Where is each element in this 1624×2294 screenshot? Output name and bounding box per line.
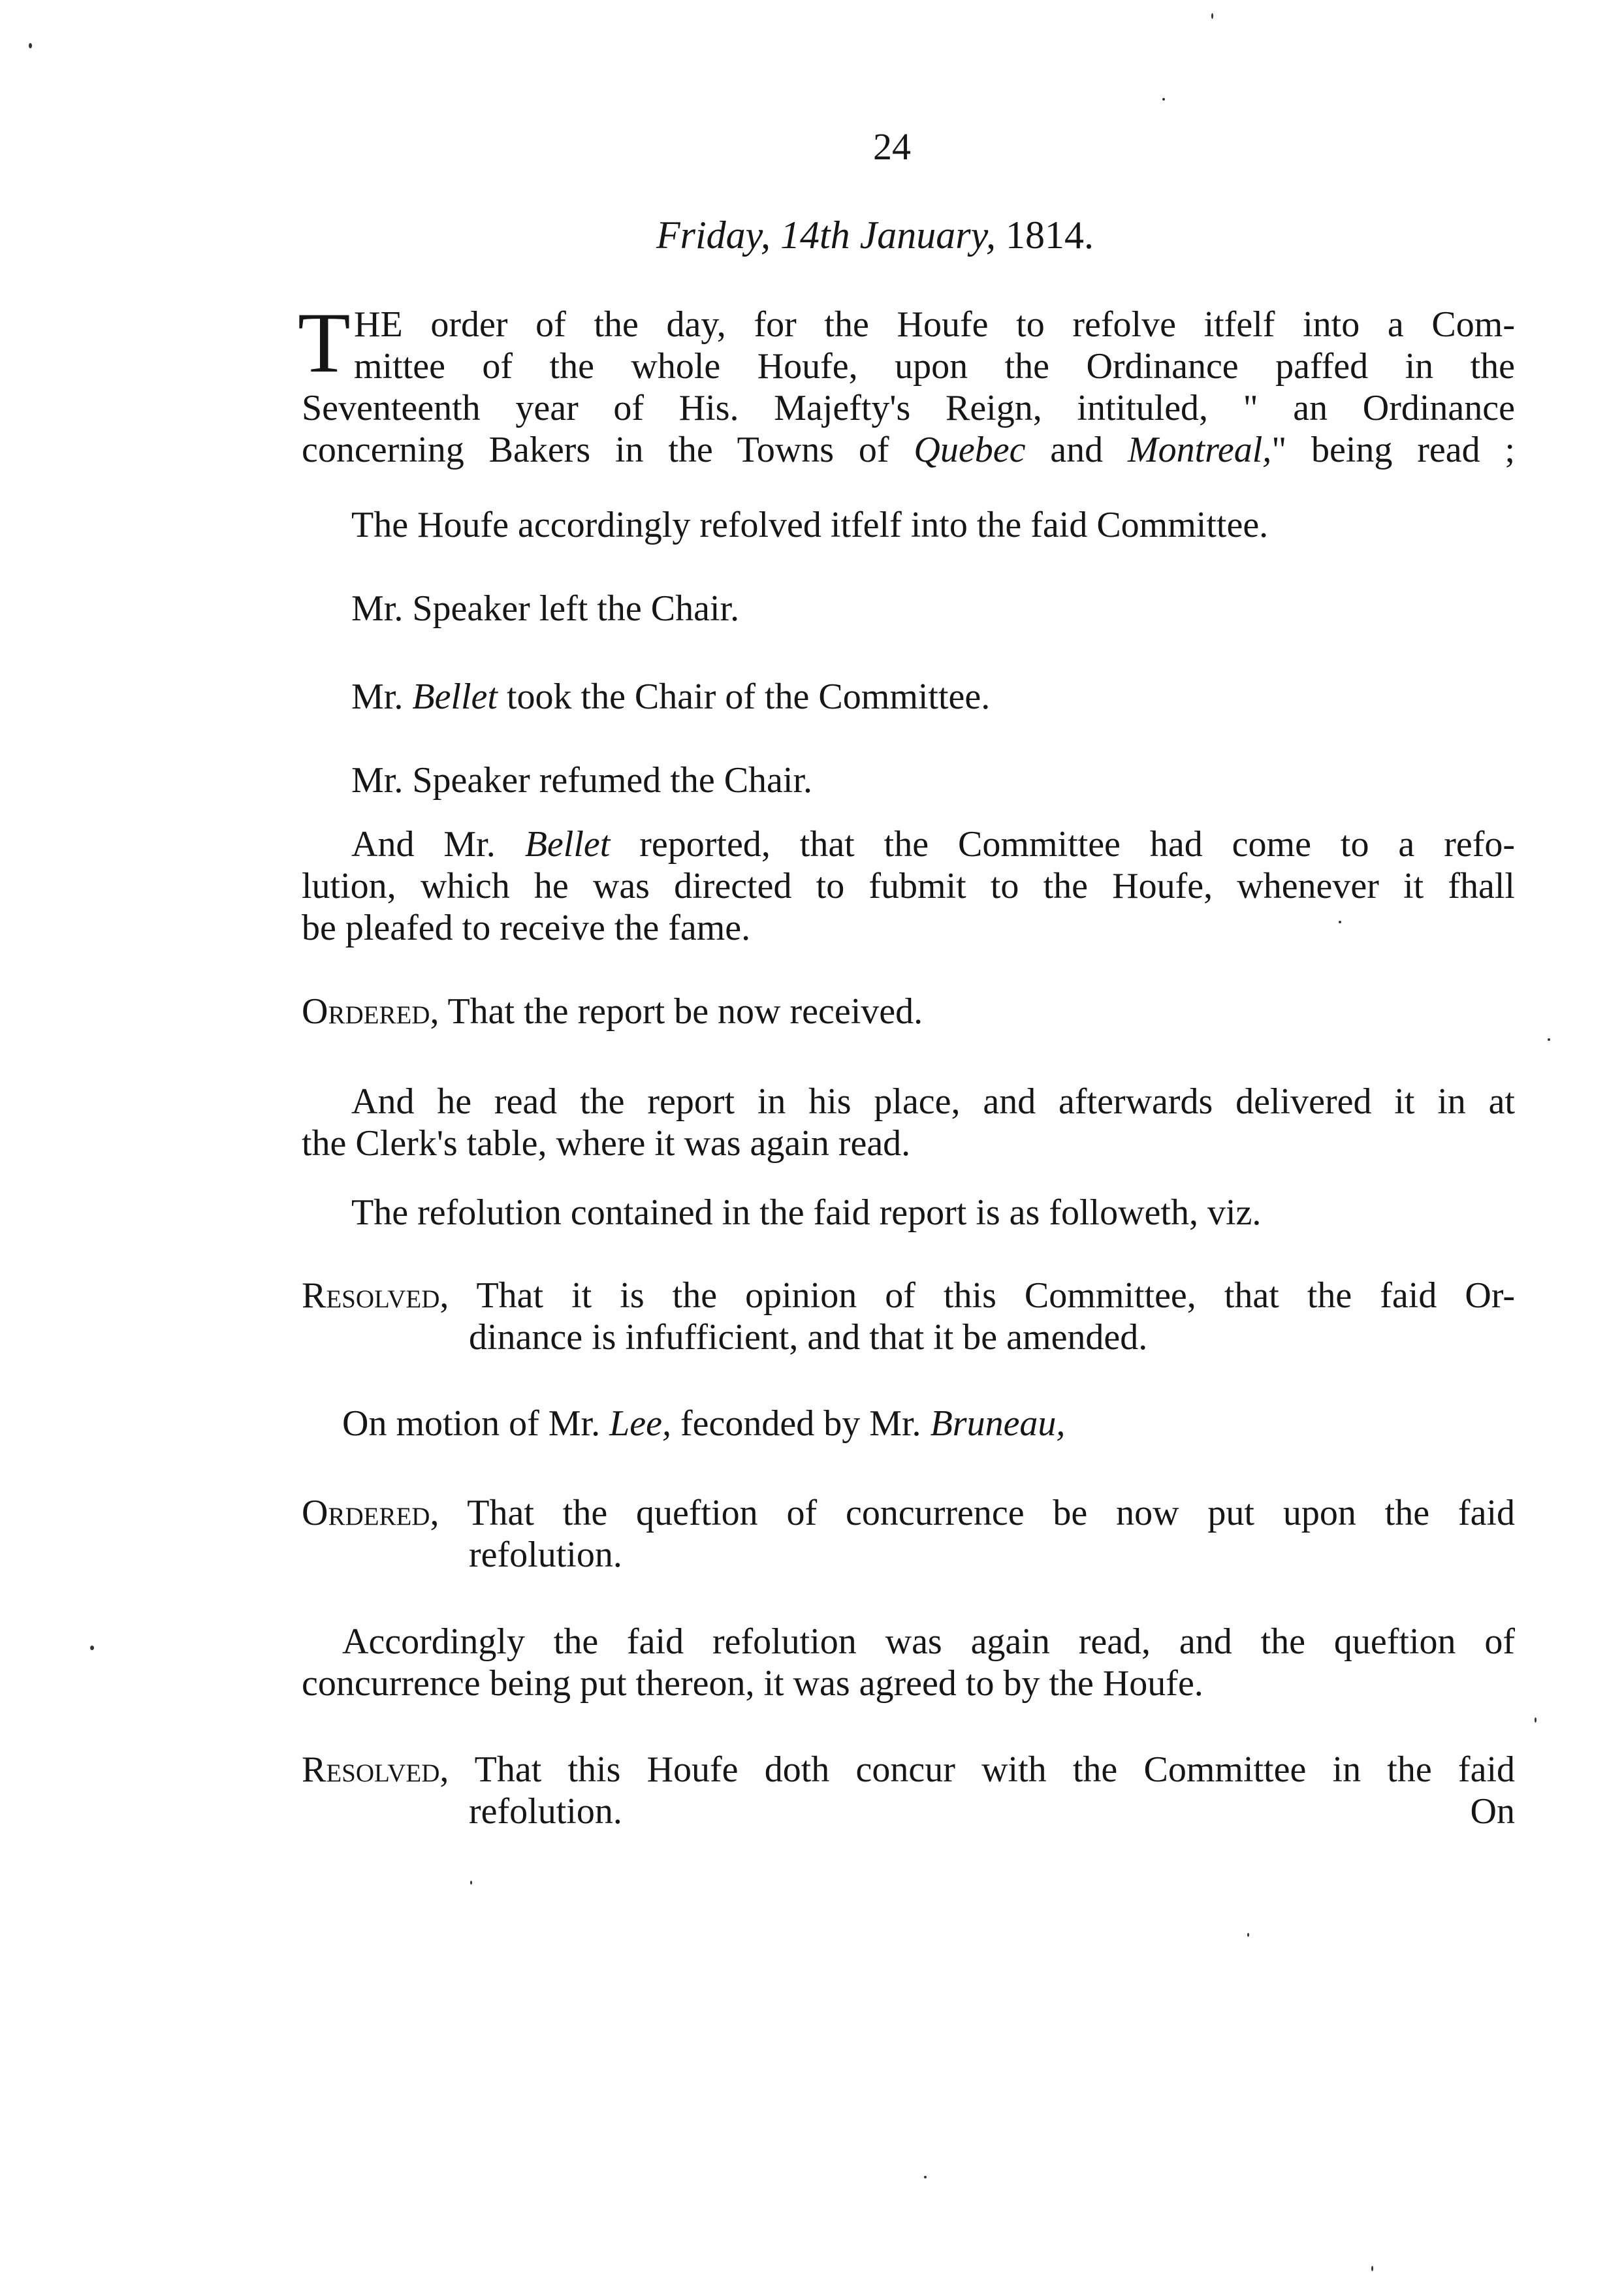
resolved-1-line-1: Resolved, That it is the opinion of this Committee, that the faid Or- <box>302 1275 1515 1316</box>
member-bellet: Bellet <box>524 824 611 865</box>
bellet-chair-paragraph: Mr. Bellet took the Chair of the Committee. <box>351 677 991 717</box>
ordered-label: Ordered, <box>302 991 439 1032</box>
opening-line-2: mittee of the whole Houfe, upon the Ordinance paffed in the <box>354 346 1515 387</box>
member-bruneau: Bruneau, <box>930 1403 1066 1444</box>
speaker-resumed-paragraph: Mr. Speaker refumed the Chair. <box>351 760 813 801</box>
read-line-2: the Clerk's table, where it was again read. <box>302 1123 911 1164</box>
ink-speck <box>1371 2266 1373 2271</box>
drop-cap: T <box>298 295 351 390</box>
resolved-1-line-2: dinance is infufficient, and that it be amended. <box>469 1317 1148 1358</box>
ink-speck <box>470 1881 472 1885</box>
report-line-3: be pleafed to receive the fame. <box>302 908 751 948</box>
ink-speck <box>1247 1933 1249 1937</box>
ink-speck <box>1211 13 1213 19</box>
motion-paragraph: On motion of Mr. Lee, feconded by Mr. Bruneau, <box>342 1403 1066 1444</box>
report-line-1: And Mr. Bellet reported, that the Committee had come to a refo- <box>351 824 1515 865</box>
place-quebec: Quebec <box>914 430 1026 470</box>
member-lee: Lee, <box>609 1403 671 1444</box>
report-line-2: lution, which he was directed to fubmit to the Houfe, whenever it fhall <box>302 866 1515 906</box>
ordered-paragraph-2 <box>302 1492 1515 1576</box>
resolved-paragraph-2 <box>302 1749 1515 1832</box>
read-report-paragraph <box>302 1081 1515 1164</box>
resolved-2-line-2: refolution. <box>469 1791 622 1832</box>
ink-speck <box>1162 98 1165 101</box>
read-line-1: And he read the report in his place, and afterwards delivered it in at <box>351 1081 1515 1122</box>
accordingly-line-1: Accordingly the faid refolution was again read, and the queftion of <box>342 1621 1515 1662</box>
ordered-2-line-1: Ordered, That the queftion of concurrence be now put upon the faid <box>302 1493 1515 1533</box>
date-year: 1814. <box>1005 214 1094 257</box>
accordingly-line-2: concurrence being put thereon, it was agreed to by the Houfe. <box>302 1663 1203 1704</box>
resolved-label: Resolved, <box>302 1749 449 1790</box>
page-number: 24 <box>873 125 911 168</box>
ordered-2-line-2: refolution. <box>469 1535 622 1575</box>
opening-line-3: Seventeenth year of His. Majefty's Reign, intituled, " an Ordinance <box>302 388 1515 428</box>
member-bellet: Bellet <box>412 677 498 717</box>
opening-line-1: HE order of the day, for the Houfe to refolve itfelf into a Com- <box>354 304 1515 345</box>
date-date: 14th January, <box>780 214 996 257</box>
report-paragraph <box>302 823 1515 949</box>
date-day: Friday, <box>656 214 771 257</box>
place-montreal: Montreal, <box>1127 430 1272 470</box>
accordingly-paragraph <box>302 1621 1515 1704</box>
ink-speck <box>1548 1038 1550 1041</box>
ink-speck <box>29 43 32 48</box>
ink-speck <box>90 1646 94 1650</box>
resolved-2-line-1: Resolved, That this Houfe doth concur with the Committee in the faid <box>302 1749 1515 1790</box>
ordered-label: Ordered, <box>302 1493 439 1533</box>
resolution-intro-paragraph: The refolution contained in the faid report is as followeth, viz. <box>351 1192 1262 1233</box>
opening-line-4: concerning Bakers in the Towns of Quebec and Montreal," being read ; <box>302 430 1516 470</box>
ink-speck <box>1339 921 1341 923</box>
opening-paragraph <box>298 295 1516 471</box>
resolved-label: Resolved, <box>302 1275 449 1316</box>
ink-speck <box>1535 1717 1536 1723</box>
ordered-paragraph-1: Ordered, That the report be now received. <box>302 991 923 1032</box>
catchword: On <box>1470 1791 1515 1832</box>
house-resolved-paragraph: The Houfe accordingly refolved itfelf into the faid Committee. <box>351 505 1269 545</box>
speaker-left-paragraph: Mr. Speaker left the Chair. <box>351 588 740 629</box>
resolved-paragraph-1 <box>302 1275 1515 1358</box>
date-heading <box>656 215 1094 255</box>
ink-speck <box>924 2176 927 2178</box>
